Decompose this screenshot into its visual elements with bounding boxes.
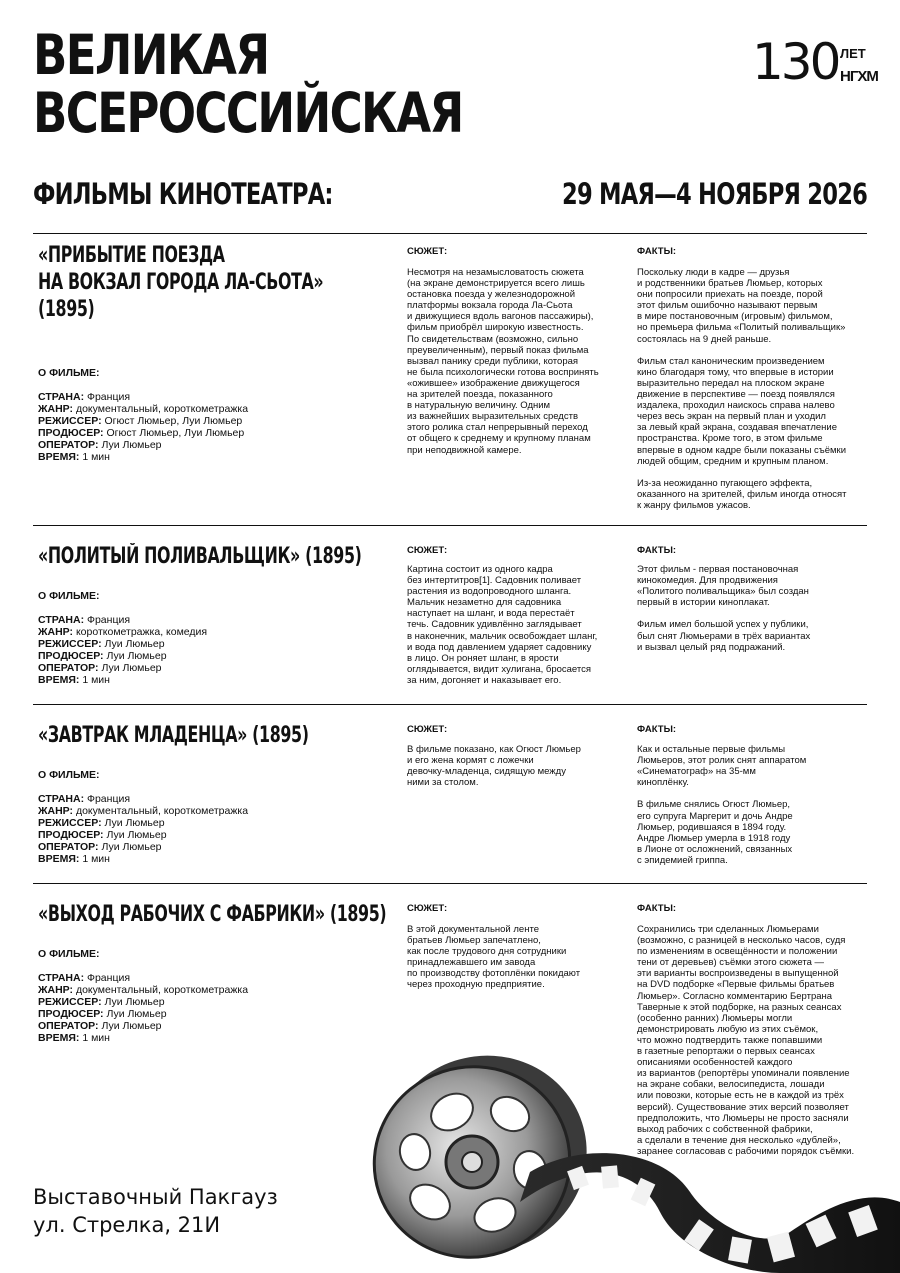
facts-label: ФАКТЫ: [637, 724, 677, 735]
plot-text: В этой документальной ленте братьев Люмьер запечатлено, как после трудового дня сотрудники принадлежавшего им завода по производству фотоплёнки покидают через проходную предприятие. [407, 924, 581, 991]
facts-label: ФАКТЫ: [637, 246, 677, 257]
plot-text: Несмотря на незамысловатость сюжета (на экране демонстрируется всего лишь остановка поезда у железнодорожной платформы вокзала города Ла-Сьота и движущиеся вдоль вагонов пассажиры), фильм приобрёл широкую известность. По свидетельствам (возможно, сильно преувеличенным), первый показ фильма вызвал панику среди публики, которая не была психологически готова воспринять «ожившее» изображение движущегося на зрителей поезда, показанного в натуральную величину. Одним из важнейших выразительных средств этого ролика стал непрерывный переход от общего к среднему и крупному планам при неподвижной камере. [407, 267, 599, 456]
plot-label: СЮЖЕТ: [407, 724, 448, 735]
about-label: О ФИЛЬМЕ: [38, 948, 100, 960]
film-info [38, 614, 368, 686]
info-time: ВРЕМЯ: 1 мин [38, 853, 110, 865]
info-time: ВРЕМЯ: 1 мин [38, 674, 110, 686]
title-line-1: ВЕЛИКАЯ [33, 23, 269, 87]
info-genre: ЖАНР: документальный, короткометражка [38, 984, 249, 996]
info-operator: ОПЕРАТОР: Луи Люмьер [38, 1020, 162, 1032]
plot-label: СЮЖЕТ: [407, 903, 448, 914]
info-genre: ЖАНР: документальный, короткометражка [38, 403, 249, 415]
venue-address: ул. Стрелка, 21И [33, 1213, 221, 1237]
film-title: «ЗАВТРАК МЛАДЕНЦА» (1895) [38, 723, 309, 748]
film-reel-illustration [360, 1052, 900, 1273]
film-title: «ВЫХОД РАБОЧИХ С ФАБРИКИ» (1895) [38, 902, 387, 927]
info-operator: ОПЕРАТОР: Луи Люмьер [38, 841, 162, 853]
info-country: СТРАНА: Франция [38, 972, 131, 984]
facts-text: Этот фильм - первая постановочная кинокомедия. Для продвижения «Политого поливальщика» был создан первый в истории киноплакат. Фильм имел большой успех у публики, был снят Люмьерами в трёх вариантах и вызвал целый ряд подражаний. [637, 564, 811, 653]
about-label: О ФИЛЬМЕ: [38, 590, 100, 602]
about-label: О ФИЛЬМЕ: [38, 367, 100, 379]
info-genre: ЖАНР: документальный, короткометражка [38, 805, 249, 817]
info-director: РЕЖИССЕР: Луи Люмьер [38, 638, 165, 650]
plot-text: Картина состоит из одного кадра без интертитров[1]. Садовник поливает растения из водопроводного шланга. Мальчик незаметно для садовника наступает на шланг, и вода перестаёт течь. Садовник удивлённо заглядывает в наконечник, мальчик освобождает шланг, и вода под давлением ударяет садовнику в лицо. Он роняет шланг, в ярости оглядывается, видит хулигана, бросается за ним, догоняет и наказывает его. [407, 564, 598, 686]
info-time: ВРЕМЯ: 1 мин [38, 451, 110, 463]
film-title: «ПРИБЫТИЕ ПОЕЗДА НА ВОКЗАЛ ГОРОДА ЛА-СЬОТА» (1895) [38, 243, 324, 322]
logo-org: НГХМ [840, 68, 878, 85]
facts-label: ФАКТЫ: [637, 903, 677, 914]
facts-text: Сохранились три сделанных Люмьерами (возможно, с разницей в несколько часов, судя по изменениям в освещённости и положении тени от деревьев) съёмки этого сюжета — эти варианты воспроизведены в выпущенной на DVD подборке «Первые фильмы братьев Люмьер». Согласно комментарию Бертрана Таверные к этой подборке, на разных сеансах (особенно ранних) Люмьеры могли демонстрировать любую из этих съёмок, что можно подтвердить также попавшими в газетные репортажи о первых сеансах описаниями особенностей каждого из вариантов (репортёры упоминали появление на экране собаки, велосипедиста, лошади или повозки, которые есть не в каждой из трёх версий). Существование этих версий позволяет предположить, что Люмьеры не просто засняли выход рабочих с собственной фабрики, а сделали в течение дня несколько «дублей», заранее согласовав с рабочими порядок съёмки. [637, 924, 855, 1157]
section-divider [33, 704, 867, 705]
film-info [38, 391, 368, 463]
info-country: СТРАНА: Франция [38, 614, 131, 626]
info-operator: ОПЕРАТОР: Луи Люмьер [38, 662, 162, 674]
section-title: ФИЛЬМЫ КИНОТЕАТРА: [33, 177, 333, 211]
info-country: СТРАНА: Франция [38, 391, 131, 403]
facts-text: Как и остальные первые фильмы Люмьеров, этот ролик снят аппаратом «Синематограф» на 35-мм киноплёнку. В фильме снялись Огюст Люмьер, его супруга Маргерит и дочь Андре Люмьер, родившаяся в 1894 году. Андре Люмьер умерла в 1918 году в Лионе от осложнений, связанных с эпидемией гриппа. [637, 744, 807, 866]
title-line-2: ВСЕРОССИЙСКАЯ [33, 81, 463, 145]
logo-word: ЛЕТ [840, 46, 866, 61]
film-title: «ПОЛИТЫЙ ПОЛИВАЛЬЩИК» (1895) [38, 544, 362, 569]
logo-number: 130 [752, 33, 839, 91]
exhibition-title [33, 23, 463, 145]
info-director: РЕЖИССЕР: Огюст Люмьер, Луи Люмьер [38, 415, 243, 427]
film-info [38, 793, 368, 865]
plot-label: СЮЖЕТ: [407, 246, 448, 257]
film-info [38, 972, 368, 1044]
info-director: РЕЖИССЕР: Луи Люмьер [38, 996, 165, 1008]
info-director: РЕЖИССЕР: Луи Люмьер [38, 817, 165, 829]
museum-anniversary-logo [752, 33, 878, 92]
about-label: О ФИЛЬМЕ: [38, 769, 100, 781]
venue-info [33, 1183, 278, 1239]
info-producer: ПРОДЮСЕР: Луи Люмьер [38, 1008, 167, 1020]
facts-label: ФАКТЫ: [637, 545, 677, 556]
info-producer: ПРОДЮСЕР: Огюст Люмьер, Луи Люмьер [38, 427, 245, 439]
section-divider [33, 525, 867, 526]
exhibition-dates: 29 МАЯ—4 НОЯБРЯ 2026 [561, 177, 867, 211]
info-producer: ПРОДЮСЕР: Луи Люмьер [38, 829, 167, 841]
info-producer: ПРОДЮСЕР: Луи Люмьер [38, 650, 167, 662]
section-divider [33, 883, 867, 884]
info-operator: ОПЕРАТОР: Луи Люмьер [38, 439, 162, 451]
facts-text: Поскольку люди в кадре — друзья и родственники братьев Люмьер, которых они попросили приехать на поезде, порой этот фильм ошибочно называют первым в мире постановочным (игровым) фильмом, но премьера фильма «Политый поливальщик» состоялась на 9 дней раньше. Фильм стал каноническим произведением кино благодаря тому, что впервые в истории выразительно передал на плоском экране движение в перспективе — поезд появлялся издалека, проходил наискось справа налево через весь экран на первый план и уходил за левый край экрана, создавая впечатление пространства. Кроме того, в этом фильме впервые в одном кадре были показаны съёмки людей общим, средним и крупным планом. Из-за неожиданно пугающего эффекта, оказанного на зрителей, фильм иногда относят к жанру фильмов ужасов. [637, 267, 847, 511]
info-country: СТРАНА: Франция [38, 793, 131, 805]
section-divider [33, 233, 867, 234]
plot-label: СЮЖЕТ: [407, 545, 448, 556]
venue-name: Выставочный Пакгауз [33, 1185, 278, 1209]
info-genre: ЖАНР: короткометражка, комедия [38, 626, 208, 638]
info-time: ВРЕМЯ: 1 мин [38, 1032, 110, 1044]
plot-text: В фильме показано, как Огюст Люмьер и его жена кормят с ложечки девочку-младенца, сидящую между ними за столом. [407, 744, 581, 789]
